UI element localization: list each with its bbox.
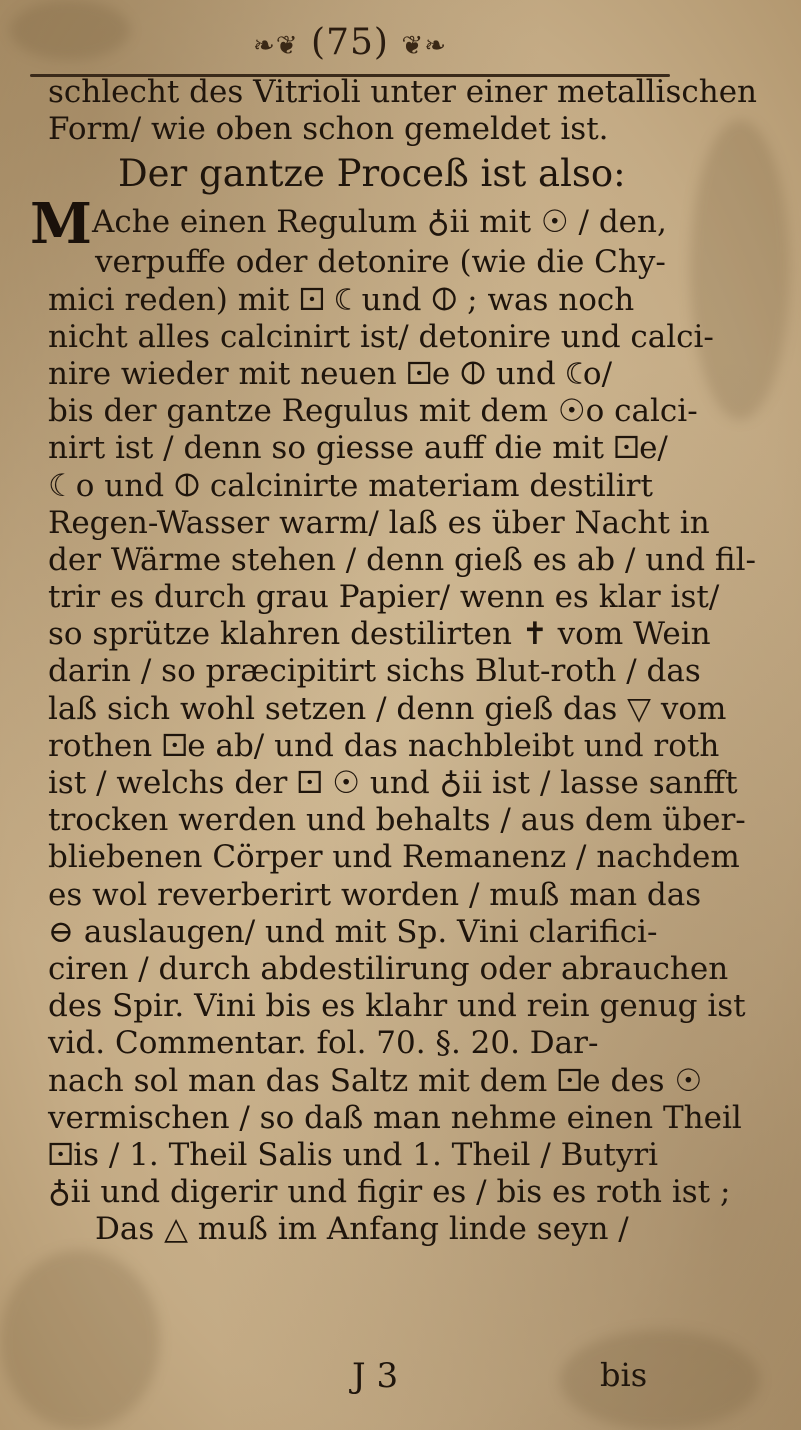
page-stain xyxy=(690,120,790,420)
page-header xyxy=(0,10,801,70)
drop-cap: M xyxy=(30,191,92,258)
text-line: so sprütze klahren destilirten ✝ vom Wein xyxy=(48,616,711,653)
text-line: nire wieder mit neuen 🝕e 🜕 und ☾o/ xyxy=(48,355,613,392)
first-paragraph-line xyxy=(30,191,680,258)
text-line: Regen-Wasser warm/ laß es über Nacht in xyxy=(48,504,710,541)
continuation-line: schlecht des Vitrioli unter einer metallischen xyxy=(48,74,758,110)
page-number-text: (75) xyxy=(311,22,389,63)
text-line: 🝕is / 1. Theil Salis und 1. Theil / Butyri xyxy=(48,1136,659,1173)
catchword: bis xyxy=(600,1356,648,1394)
text-line: trocken werden und behalts / aus dem über- xyxy=(48,802,746,839)
continuation-line: Form/ wie oben schon gemeldet ist. xyxy=(48,111,609,148)
signature-mark: J 3 xyxy=(352,1356,399,1396)
text-line: nach sol man das Saltz mit dem 🝕e des ☉ xyxy=(48,1062,703,1099)
text-line: bliebenen Cörper und Remanenz / nachdem xyxy=(48,839,740,876)
text-line: der Wärme stehen / denn gieß es ab / und fil- xyxy=(48,541,756,578)
text-line: ♁ii und digerir und figir es / bis es roth ist ; xyxy=(48,1174,731,1211)
text-line: nicht alles calcinirt ist/ detonire und calci- xyxy=(48,318,714,355)
ornament-left-icon: ❧❦ xyxy=(253,31,299,61)
text-line: laß sich wohl setzen / denn gieß das ▽ vom xyxy=(48,690,727,727)
text-line: vid. Commentar. fol. 70. §. 20. Dar- xyxy=(48,1025,599,1062)
text-line: ciren / durch abdestilirung oder abrauchen xyxy=(48,950,729,987)
text-line: darin / so præcipitirt sichs Blut-roth / das xyxy=(48,653,701,690)
text-line: ist / welchs der 🝕 ☉ und ♁ii ist / lasse sanfft xyxy=(48,765,738,801)
page-footer xyxy=(0,1356,801,1406)
text-line: mici reden) mit 🝕 ☾ und 🜕 ; was noch xyxy=(48,281,635,318)
first-line-text: Ache einen Regulum ♁ii mit ☉ / den, xyxy=(92,204,667,241)
text-line: rothen 🝕e ab/ und das nachbleibt und roth xyxy=(48,727,720,764)
ornament-right-icon: ❦❧ xyxy=(401,31,447,61)
text-line: ☾o und 🜕 calcinirte materiam destilirt xyxy=(48,467,653,504)
text-line: Das △ muß im Anfang linde seyn / xyxy=(95,1211,629,1248)
text-line: nirt ist / denn so giesse auff die mit 🝕e/ xyxy=(48,430,668,467)
text-line: ⊖ auslaugen/ und mit Sp. Vini clarifici- xyxy=(48,913,658,950)
text-line: verpuffe oder detonire (wie die Chy- xyxy=(95,244,666,281)
body-text xyxy=(30,74,758,1248)
text-line: des Spir. Vini bis es klahr und rein genug ist xyxy=(48,988,746,1025)
text-line: vermischen / so daß man nehme einen Theil xyxy=(48,1099,742,1136)
text-line: bis der gantze Regulus mit dem ☉o calci- xyxy=(48,393,698,430)
section-heading: Der gantze Proceß ist also: xyxy=(118,152,626,196)
page-number xyxy=(200,22,500,63)
text-line: trir es durch grau Papier/ wenn es klar ist/ xyxy=(48,579,720,616)
text-line: es wol reverberirt worden / muß man das xyxy=(48,876,702,913)
